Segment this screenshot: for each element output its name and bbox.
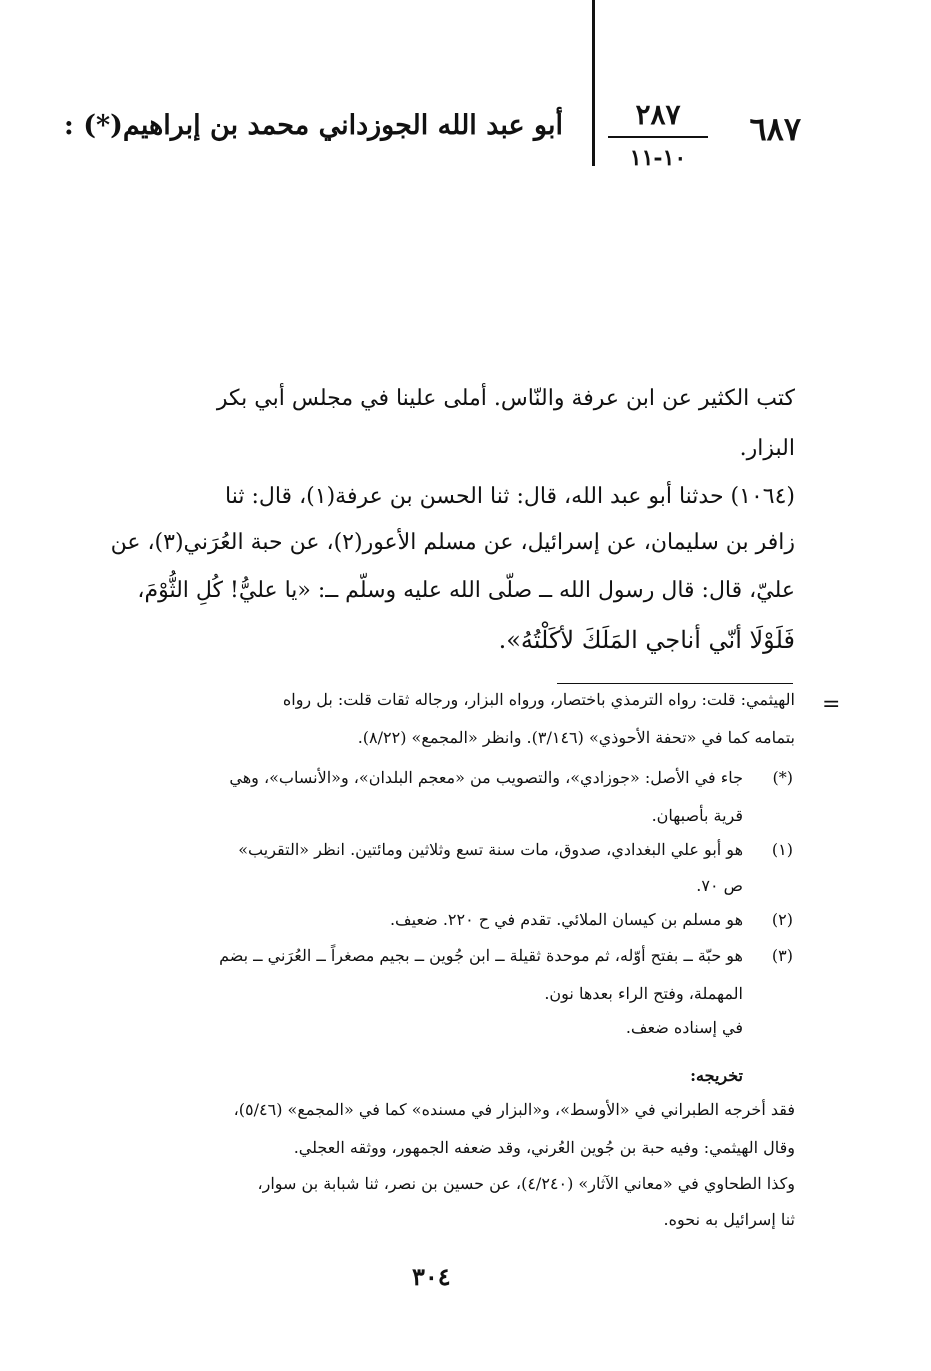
main-text-line: زافر بن سليمان، عن إسرائيل، عن مسلم الأعور(٢)، عن حبة العُرَني(٣)، عن: [110, 530, 795, 555]
main-text-line: (١٠٦٤) حدثنا أبو عبد الله، قال: ثنا الحسن بن عرفة(١)، قال: ثنا: [225, 484, 795, 509]
entry-title: أبو عبد الله الجوزداني محمد بن إبراهيم(*) :: [63, 110, 563, 141]
takhrij-heading: تخريجه:: [690, 1066, 743, 1085]
footnote-2-line: هو مسلم بن كيسان الملائي. تقدم في ح ٢٢٠. ضعيف.: [389, 910, 743, 929]
reference-bottom: ١٠-١١: [629, 145, 687, 171]
takhrij-line: فقد أخرجه الطبراني في «الأوسط»، و«البزار في مسنده» كما في «المجمع» (٥/٤٦)،: [233, 1100, 795, 1119]
fraction-bar: [608, 136, 708, 138]
main-text-line: عليّ، قال: قال رسول الله ــ صلّى الله عليه وسلّم ــ: «يا عليُّ! كُلِ الثُّوْمَ،: [137, 578, 795, 603]
entry-number: ٦٨٧: [749, 110, 801, 148]
footnote-star-number: (*): [772, 768, 793, 787]
header-vertical-rule: [592, 0, 595, 166]
footnote-3-line: هو حبّة ــ بفتح أوّله، ثم موحدة ثقيلة ــ ابن جُوين ــ بجيم مصغراً ــ العُرَني ــ بضم: [219, 946, 743, 965]
footnote-2-number: (٢): [771, 910, 793, 929]
footnote-1-line: هو أبو علي البغدادي، صدوق، مات سنة تسع وثلاثين ومائتين. انظر «التقريب»: [238, 840, 743, 859]
takhrij-line: وقال الهيثمي: وفيه حبة بن جُوين العُرني، وقد ضعفه الجمهور، ووثقه العجلي.: [293, 1138, 795, 1157]
footnote-star-line: جاء في الأصل: «جوزادي»، والتصويب من «معجم البلدان»، و«الأنساب»، وهي: [229, 768, 743, 787]
page-number: ٣٠٤: [412, 1262, 451, 1291]
footnote-1-number: (١): [771, 840, 793, 859]
footnote-star-line: قرية بأصبهان.: [651, 806, 743, 825]
reference-top: ٢٨٧: [635, 98, 681, 131]
footnote-3-line: المهملة، وفتح الراء بعدها نون.: [544, 984, 743, 1003]
takhrij-line: ثنا إسرائيل به نحوه.: [663, 1210, 795, 1229]
main-text-line: البزار.: [739, 436, 795, 461]
reference-fraction: [606, 98, 710, 172]
footnote-1-line: ص ٧٠.: [696, 876, 743, 895]
main-text-line: فَلَوْلَا أنّي أناجي المَلَكَ لأكَلْتُهُ».: [498, 626, 795, 654]
footnote-3-number: (٣): [771, 946, 793, 965]
takhrij-line: وكذا الطحاوي في «معاني الآثار» (٤/٢٤٠)، عن حسين بن نصر، ثنا شبابة بن سوار،: [257, 1174, 795, 1193]
continuation-mark: =: [822, 692, 841, 717]
footnote-continuation-line: بتمامه كما في «تحفة الأحوذي» (٣/١٤٦). وانظر «المجمع» (٨/٢٢).: [357, 728, 795, 747]
footnote-separator: [557, 683, 793, 684]
main-text-line: كتب الكثير عن ابن عرفة والنّاس. أملى علينا في مجلس أبي بكر: [216, 386, 795, 411]
footnote-continuation-line: الهيثمي: قلت: رواه الترمذي باختصار، ورواه البزار، ورجاله ثقات قلت: بل رواه: [282, 690, 795, 709]
footnote-3-line: في إسناده ضعف.: [625, 1018, 743, 1037]
